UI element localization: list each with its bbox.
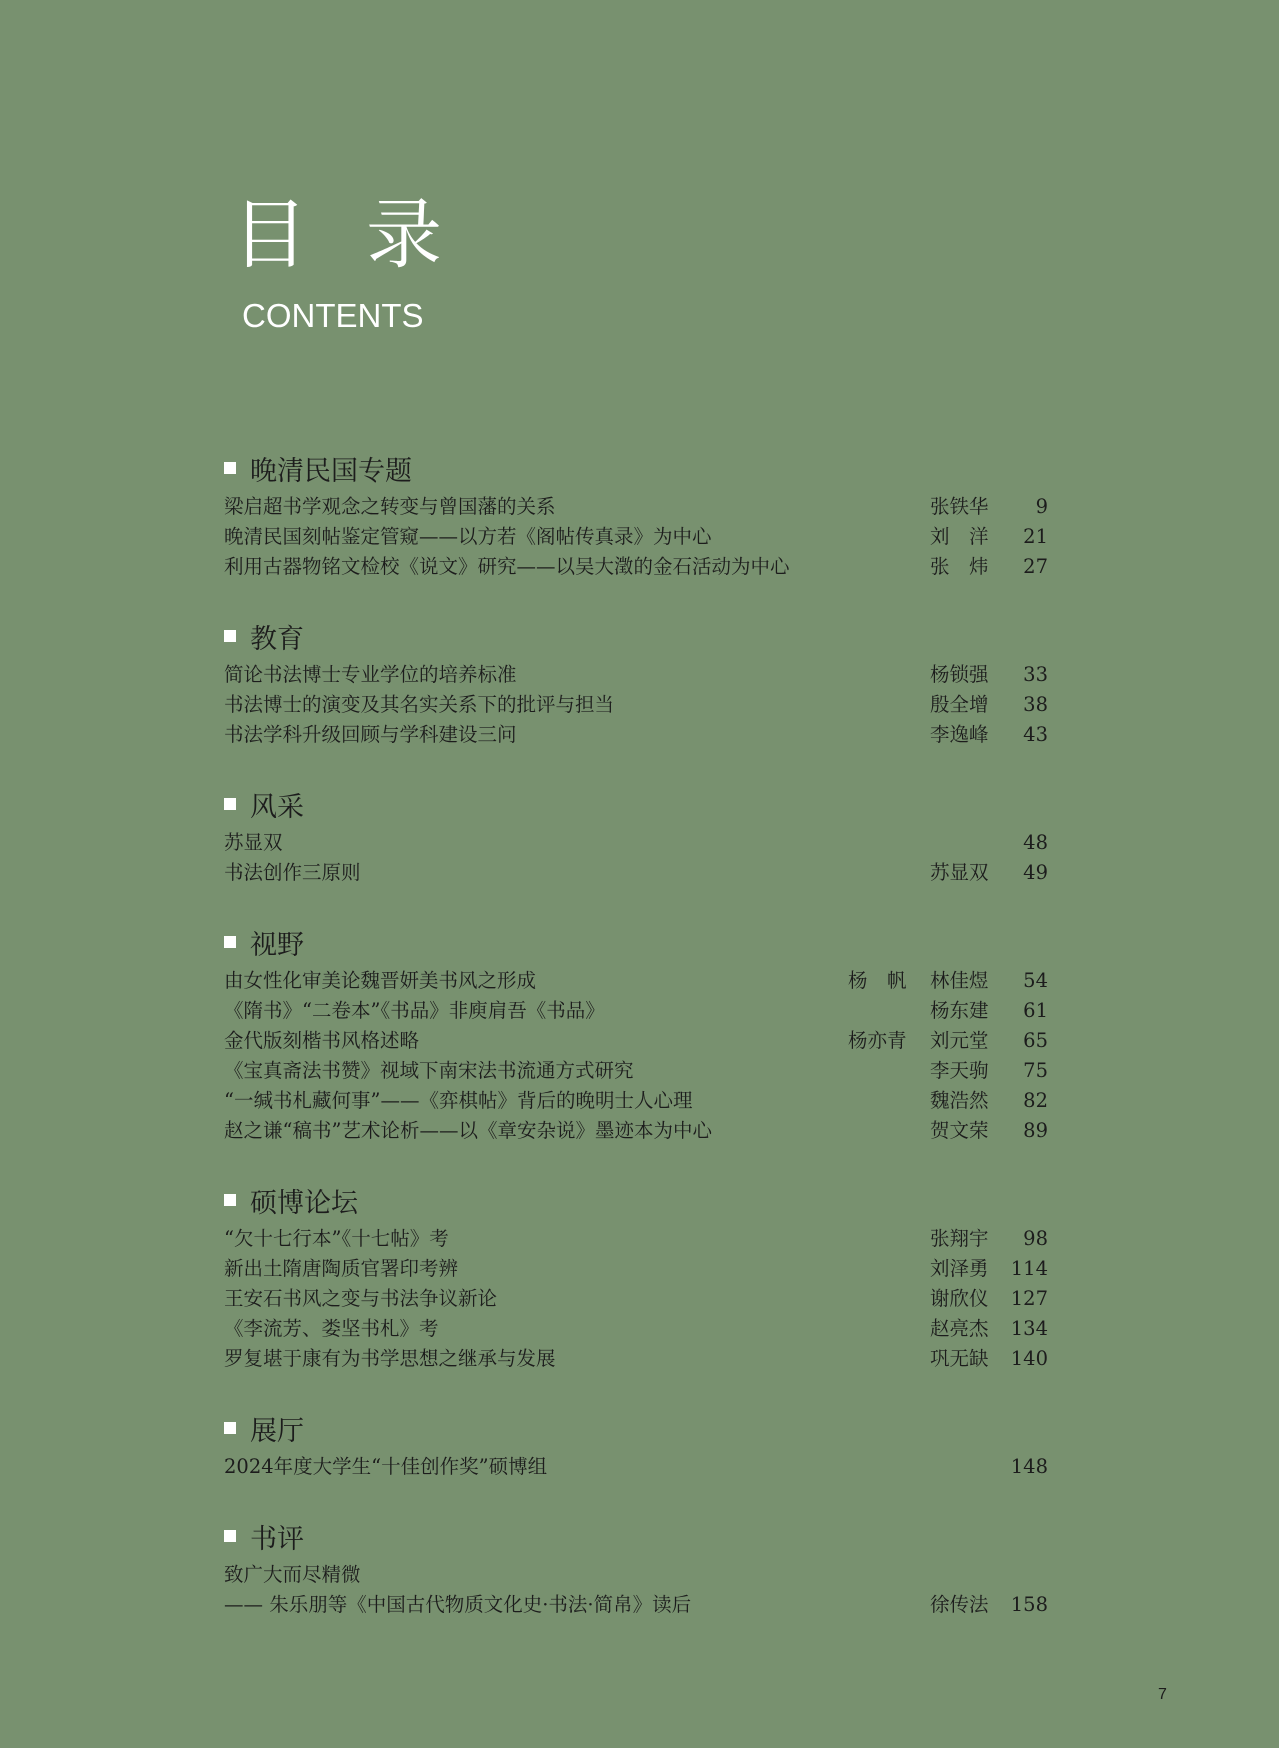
toc-section xyxy=(224,616,1048,750)
section-heading-label: 风采 xyxy=(250,791,304,823)
entry-title: “欠十七行本”《十七帖》考 xyxy=(224,1227,449,1250)
entry-author: 苏显双 xyxy=(930,861,989,884)
entry-author: 杨锁强 xyxy=(930,663,989,686)
entry-page: 65 xyxy=(1023,1029,1048,1052)
toc-entry[interactable] xyxy=(224,552,1048,582)
toc-section xyxy=(224,1180,1048,1374)
square-bullet-icon xyxy=(224,630,236,642)
entry-page: 33 xyxy=(1023,663,1048,686)
entry-author: 赵亮杰 xyxy=(930,1317,989,1340)
page-title: 目录 xyxy=(232,190,500,279)
entry-title: 书法博士的演变及其名实关系下的批评与担当 xyxy=(224,693,615,716)
entry-title: 由女性化审美论魏晋妍美书风之形成 xyxy=(224,969,537,992)
square-bullet-icon xyxy=(224,1422,236,1434)
toc-entry[interactable] xyxy=(224,828,1048,858)
square-bullet-icon xyxy=(224,1194,236,1206)
section-heading xyxy=(224,922,1048,962)
entry-title: 王安石书风之变与书法争议新论 xyxy=(224,1287,498,1310)
section-heading-label: 硕博论坛 xyxy=(250,1187,358,1219)
section-heading xyxy=(224,448,1048,488)
entry-page: 127 xyxy=(1010,1287,1048,1310)
entry-page: 48 xyxy=(1023,831,1048,854)
entry-title: 2024年度大学生“十佳创作奖”硕博组 xyxy=(224,1455,548,1478)
entry-page: 21 xyxy=(1023,525,1048,548)
toc-entry[interactable] xyxy=(224,996,1048,1026)
table-of-contents xyxy=(224,448,1048,1620)
entry-title: 罗复堪于康有为书学思想之继承与发展 xyxy=(224,1347,556,1370)
entry-page: 75 xyxy=(1023,1059,1048,1082)
entry-title: 赵之谦“稿书”艺术论析——以《章安杂说》墨迹本为中心 xyxy=(224,1119,712,1142)
toc-entry[interactable] xyxy=(224,966,1048,996)
entry-page: 148 xyxy=(1010,1455,1048,1478)
toc-entry[interactable] xyxy=(224,1254,1048,1284)
entry-title: 新出土隋唐陶质官署印考辨 xyxy=(224,1257,459,1280)
entry-coauthor: 杨亦青 xyxy=(848,1029,907,1052)
entry-title: 《宝真斋法书赞》视域下南宋法书流通方式研究 xyxy=(224,1059,634,1082)
page-number: 7 xyxy=(1158,1686,1167,1703)
entry-page: 140 xyxy=(1010,1347,1048,1370)
toc-entry[interactable] xyxy=(224,690,1048,720)
toc-entry[interactable] xyxy=(224,1026,1048,1056)
entry-author: 谢欣仪 xyxy=(930,1287,989,1310)
entry-title: 晚清民国刻帖鉴定管窥——以方若《阁帖传真录》为中心 xyxy=(224,525,712,548)
toc-entry[interactable] xyxy=(224,660,1048,690)
toc-entry[interactable] xyxy=(224,1086,1048,1116)
entry-title: 简论书法博士专业学位的培养标准 xyxy=(224,663,517,686)
entry-title: 金代版刻楷书风格述略 xyxy=(224,1029,420,1052)
entry-title: 梁启超书学观念之转变与曾国藩的关系 xyxy=(224,495,556,518)
entry-author: 魏浩然 xyxy=(930,1089,989,1112)
entry-author: 张铁华 xyxy=(930,495,989,518)
toc-entry[interactable] xyxy=(224,1056,1048,1086)
entry-author: 张翔宇 xyxy=(930,1227,989,1250)
section-heading xyxy=(224,1180,1048,1220)
toc-section xyxy=(224,784,1048,888)
toc-entry[interactable] xyxy=(224,1284,1048,1314)
entry-page: 9 xyxy=(1035,495,1048,518)
toc-entry[interactable] xyxy=(224,1314,1048,1344)
entry-author: 巩无缺 xyxy=(930,1347,989,1370)
entry-page: 114 xyxy=(1010,1257,1048,1280)
square-bullet-icon xyxy=(224,462,236,474)
entry-page: 49 xyxy=(1023,861,1048,884)
toc-section xyxy=(224,1408,1048,1482)
entry-title: 《李流芳、娄坚书札》考 xyxy=(224,1317,439,1340)
entry-title: 书法学科升级回顾与学科建设三问 xyxy=(224,723,517,746)
section-heading-label: 展厅 xyxy=(250,1415,304,1447)
toc-entry[interactable] xyxy=(224,1344,1048,1374)
toc-entry[interactable] xyxy=(224,522,1048,552)
entry-page: 61 xyxy=(1023,999,1048,1022)
entry-author: 张 炜 xyxy=(930,555,989,578)
entry-author: 李天驹 xyxy=(930,1059,989,1082)
entry-title: —— 朱乐朋等《中国古代物质文化史·书法·简帛》读后 xyxy=(224,1593,692,1616)
toc-entry[interactable] xyxy=(224,720,1048,750)
entry-author: 刘泽勇 xyxy=(930,1257,989,1280)
entry-page: 98 xyxy=(1023,1227,1048,1250)
entry-page: 43 xyxy=(1023,723,1048,746)
entry-title: 致广大而尽精微 xyxy=(224,1563,361,1586)
section-heading xyxy=(224,1516,1048,1556)
entry-author: 刘 洋 xyxy=(930,525,989,548)
entry-page: 134 xyxy=(1010,1317,1048,1340)
square-bullet-icon xyxy=(224,936,236,948)
entry-page: 82 xyxy=(1023,1089,1048,1112)
entry-title: 利用古器物铭文检校《说文》研究——以吴大澂的金石活动为中心 xyxy=(224,555,790,578)
toc-entry[interactable] xyxy=(224,1560,1048,1590)
entry-coauthor: 杨 帆 xyxy=(848,969,907,992)
page-subtitle: CONTENTS xyxy=(242,297,424,334)
square-bullet-icon xyxy=(224,798,236,810)
entry-title: 苏显双 xyxy=(224,831,283,854)
square-bullet-icon xyxy=(224,1530,236,1542)
entry-author: 林佳煜 xyxy=(930,969,989,992)
entry-page: 158 xyxy=(1010,1593,1048,1616)
entry-page: 27 xyxy=(1023,555,1048,578)
toc-section xyxy=(224,1516,1048,1620)
entry-author: 杨东建 xyxy=(930,999,989,1022)
section-heading xyxy=(224,1408,1048,1448)
toc-entry[interactable] xyxy=(224,1224,1048,1254)
toc-section xyxy=(224,922,1048,1146)
entry-author: 李逸峰 xyxy=(930,723,989,746)
entry-author: 殷全增 xyxy=(930,693,989,716)
toc-entry[interactable] xyxy=(224,858,1048,888)
toc-entry[interactable] xyxy=(224,492,1048,522)
section-heading-label: 书评 xyxy=(250,1523,304,1555)
section-heading xyxy=(224,616,1048,656)
entry-author: 徐传法 xyxy=(930,1593,989,1616)
toc-entry[interactable] xyxy=(224,1116,1048,1146)
entry-title: “一缄书札藏何事”——《弈棋帖》背后的晚明士人心理 xyxy=(224,1089,693,1112)
entry-author: 刘元堂 xyxy=(930,1029,989,1052)
section-heading xyxy=(224,784,1048,824)
entry-page: 38 xyxy=(1023,693,1048,716)
section-heading-label: 教育 xyxy=(250,623,304,655)
entry-title: 书法创作三原则 xyxy=(224,861,361,884)
entry-page: 89 xyxy=(1023,1119,1048,1142)
toc-section xyxy=(224,448,1048,582)
section-heading-label: 视野 xyxy=(250,929,304,961)
section-heading-label: 晚清民国专题 xyxy=(250,455,412,487)
entry-title: 《隋书》“二卷本”《书品》非庾肩吾《书品》 xyxy=(224,999,605,1022)
entry-author: 贺文荣 xyxy=(930,1119,989,1142)
entry-page: 54 xyxy=(1023,969,1048,992)
toc-entry[interactable] xyxy=(224,1452,1048,1482)
toc-entry[interactable] xyxy=(224,1590,1048,1620)
